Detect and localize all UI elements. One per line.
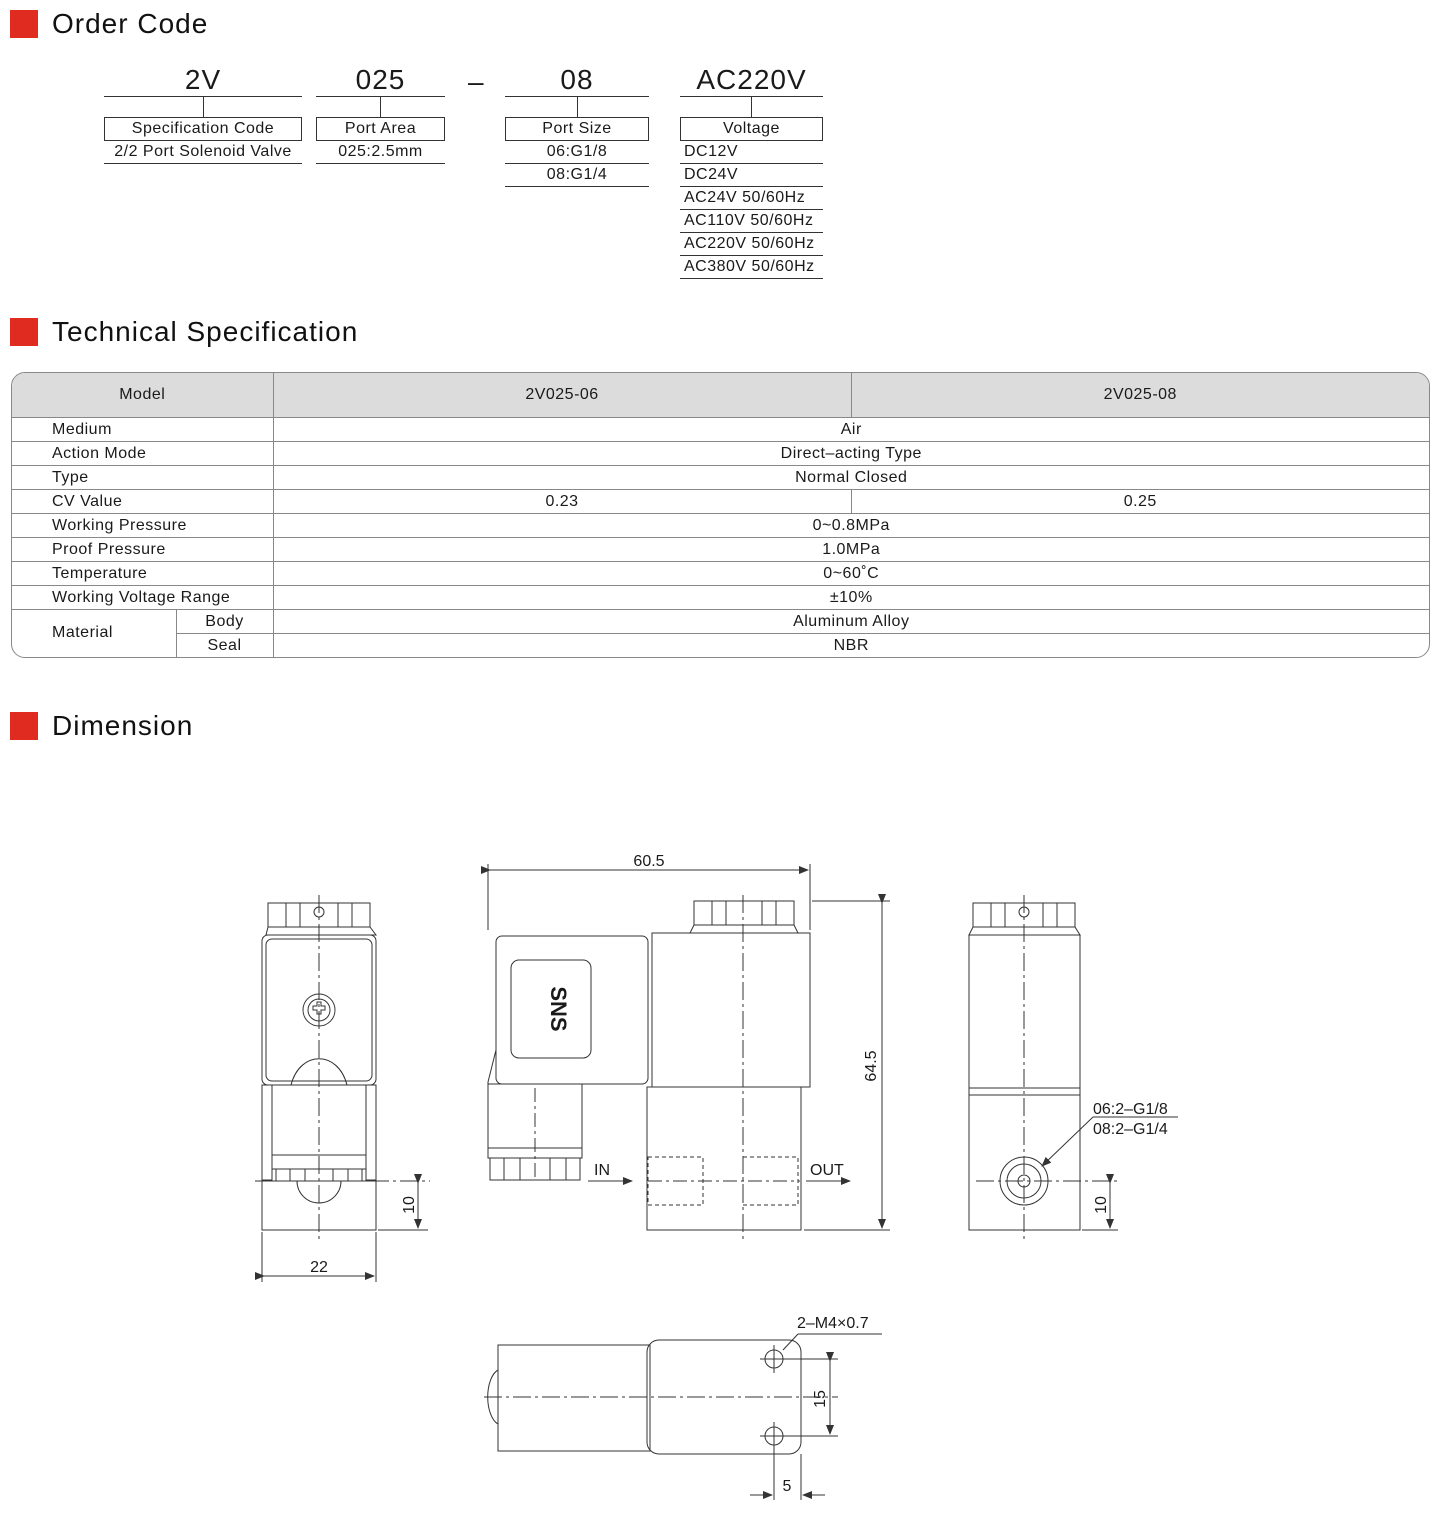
technical-title: Technical Specification bbox=[52, 316, 359, 347]
dim-hole-spacing: 15 bbox=[812, 1390, 829, 1408]
oc-separator: – bbox=[468, 66, 484, 97]
bottom-view bbox=[484, 1334, 882, 1500]
spec-value: 0.23 bbox=[273, 490, 851, 514]
oc-voltage-option: AC24V 50/60Hz bbox=[680, 187, 823, 210]
dim-hole-offset: 5 bbox=[782, 1478, 792, 1495]
spec-value: ±10% bbox=[273, 586, 1429, 610]
spec-label: Material bbox=[12, 610, 176, 658]
side-view bbox=[255, 895, 430, 1282]
dimension-title: Dimension bbox=[52, 710, 194, 741]
spec-model-1: 2V025-06 bbox=[273, 373, 851, 418]
dim-width-front: 22 bbox=[310, 1259, 328, 1276]
port-note-1: 06:2–G1/8 bbox=[1093, 1101, 1168, 1118]
oc-port-area-label: Port Area bbox=[316, 117, 445, 141]
spec-label: Working Voltage Range bbox=[12, 586, 273, 610]
spec-value: 0.25 bbox=[851, 490, 1429, 514]
spec-label: Medium bbox=[12, 418, 273, 442]
oc-port-area-option: 025:2.5mm bbox=[316, 141, 445, 164]
spec-value: Normal Closed bbox=[273, 466, 1429, 490]
spec-label: CV Value bbox=[12, 490, 273, 514]
spec-value: 0~60˚C bbox=[273, 562, 1429, 586]
oc-voltage-option: AC220V 50/60Hz bbox=[680, 233, 823, 256]
port-note-2: 08:2–G1/4 bbox=[1093, 1121, 1168, 1138]
spec-sub-label: Seal bbox=[176, 634, 273, 658]
order-code-title: Order Code bbox=[52, 8, 209, 39]
spec-sub-label: Body bbox=[176, 610, 273, 634]
spec-model-header: Model bbox=[12, 373, 273, 418]
oc-voltage-option: AC110V 50/60Hz bbox=[680, 210, 823, 233]
spec-model-2: 2V025-08 bbox=[851, 373, 1429, 418]
out-label: OUT bbox=[810, 1162, 844, 1179]
spec-value: NBR bbox=[833, 636, 869, 654]
oc-voltage-label: Voltage bbox=[680, 117, 823, 141]
oc-spec-label: Specification Code bbox=[104, 117, 302, 141]
spec-value: 1.0MPa bbox=[273, 538, 1429, 562]
spec-label: Proof Pressure bbox=[12, 538, 273, 562]
oc-spec-code: 2V bbox=[104, 64, 302, 97]
oc-voltage-option: AC380V 50/60Hz bbox=[680, 256, 823, 279]
spec-label: Working Pressure bbox=[12, 514, 273, 538]
spec-value: Air bbox=[273, 418, 1429, 442]
front-view bbox=[488, 864, 890, 1240]
dim-port-offset-right: 10 bbox=[1093, 1196, 1110, 1214]
dim-height-total: 64.5 bbox=[863, 1050, 880, 1082]
oc-port-size-label: Port Size bbox=[505, 117, 649, 141]
port-view bbox=[969, 895, 1178, 1240]
oc-voltage-code: AC220V bbox=[680, 64, 823, 97]
spec-value: Aluminum Alloy bbox=[273, 610, 1429, 634]
dim-port-offset-left: 10 bbox=[401, 1196, 418, 1214]
oc-port-size-code: 08 bbox=[505, 64, 649, 97]
oc-spec-option: 2/2 Port Solenoid Valve bbox=[104, 141, 302, 164]
oc-voltage-option: DC12V bbox=[680, 141, 823, 164]
oc-voltage-option: DC24V bbox=[680, 164, 823, 187]
oc-port-size-option: 08:G1/4 bbox=[505, 164, 649, 187]
thread-note: 2–M4×0.7 bbox=[797, 1315, 869, 1332]
in-label: IN bbox=[594, 1162, 610, 1179]
oc-port-area-code: 025 bbox=[316, 64, 445, 97]
oc-port-size-option: 06:G1/8 bbox=[505, 141, 649, 164]
spec-label: Temperature bbox=[12, 562, 273, 586]
spec-label: Action Mode bbox=[12, 442, 273, 466]
dim-width-total: 60.5 bbox=[633, 853, 665, 870]
spec-value: Direct–acting Type bbox=[273, 442, 1429, 466]
spec-value: 0~0.8MPa bbox=[273, 514, 1429, 538]
spec-label: Type bbox=[12, 466, 273, 490]
sns-logo: SNS bbox=[546, 986, 571, 1032]
